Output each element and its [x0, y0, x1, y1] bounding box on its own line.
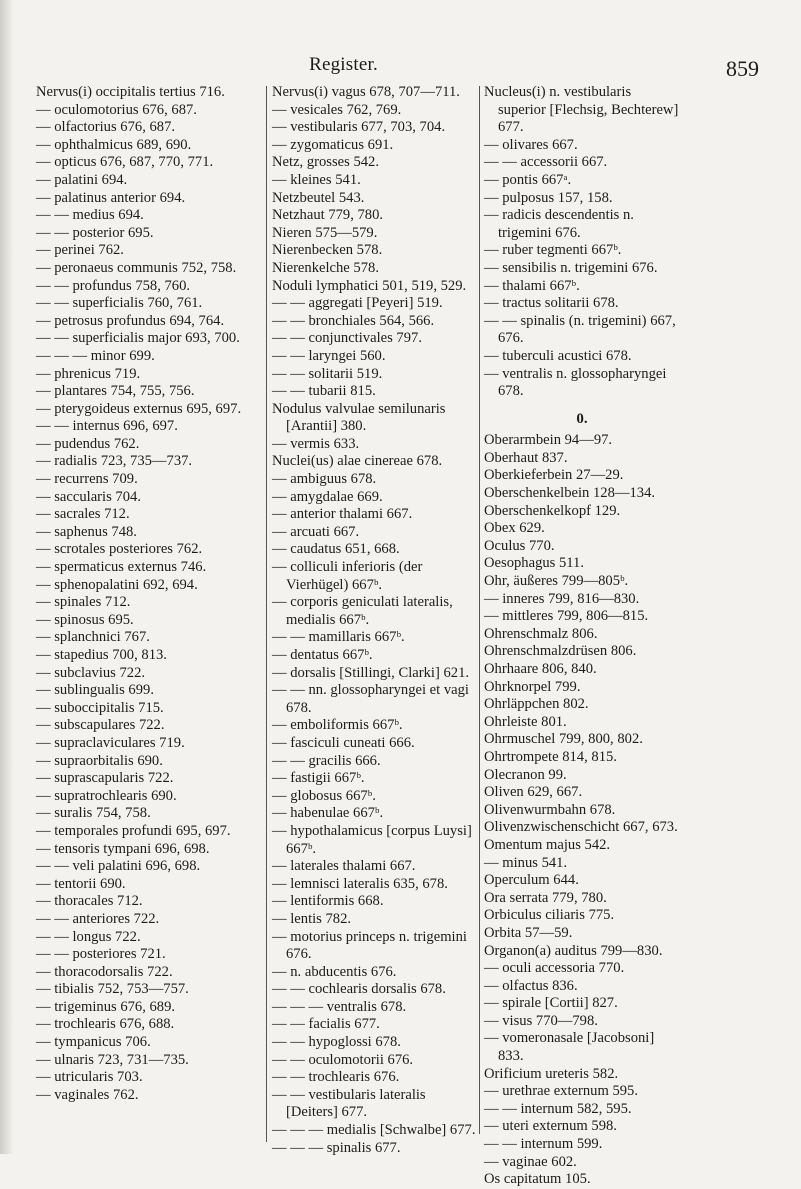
- index-entry: Oberarmbein 94—97.: [484, 432, 613, 449]
- index-entry: — — internus 696, 697.: [36, 418, 178, 435]
- index-entry: — plantares 754, 755, 756.: [36, 383, 195, 400]
- index-entry: — ambiguus 678.: [272, 471, 377, 488]
- index-entry: — — — spinalis 677.: [272, 1139, 401, 1156]
- index-entry: Nervus(i) vagus 678, 707—711.: [272, 84, 460, 100]
- index-entry: — palatini 694.: [36, 171, 128, 188]
- index-entry: — radicis descendentis n. trigemini 676.: [484, 207, 634, 241]
- running-title: Register.: [309, 54, 378, 75]
- index-entry: Organon(a) auditus 799—830.: [484, 942, 663, 959]
- index-entry: — sphenopalatini 692, 694.: [36, 576, 198, 593]
- index-entry: — splanchnici 767.: [36, 629, 150, 646]
- index-column-3: [484, 84, 680, 1189]
- index-entry: — phrenicus 719.: [36, 365, 141, 382]
- index-entry: — dorsalis [Stillingi, Clarki] 621.: [272, 664, 470, 681]
- index-entry: Oliven 629, 667.: [484, 784, 583, 801]
- index-entry: — tympanicus 706.: [36, 1034, 151, 1051]
- index-entry: — — oculomotorii 676.: [272, 1051, 414, 1068]
- index-entry: — suboccipitalis 715.: [36, 699, 164, 716]
- index-entry: — — anteriores 722.: [36, 910, 160, 927]
- index-entry: — fastigii 667ᵇ.: [272, 770, 365, 787]
- index-entry: — pudendus 762.: [36, 435, 140, 452]
- index-entry: Ohrknorpel 799.: [484, 678, 581, 695]
- index-entry: — trochlearis 676, 688.: [36, 1016, 175, 1033]
- index-entry: — oculomotorius 676, 687.: [36, 101, 197, 118]
- index-entry: — n. abducentis 676.: [272, 963, 397, 980]
- index-entry: — mittleres 799, 806—815.: [484, 608, 649, 625]
- index-entry: — lemnisci lateralis 635, 678.: [272, 875, 448, 892]
- index-entry: — recurrens 709.: [36, 471, 138, 488]
- index-entry: — — facialis 677.: [272, 1016, 380, 1033]
- index-entry: — thoracodorsalis 722.: [36, 963, 173, 980]
- index-entry: — sacrales 712.: [36, 506, 130, 523]
- index-entry: Ohrläppchen 802.: [484, 696, 589, 713]
- page-edge-shadow: [0, 0, 14, 1154]
- index-entry: — trigeminus 676, 689.: [36, 998, 176, 1015]
- index-entry: — olivares 667.: [484, 136, 578, 153]
- index-entry: — vestibularis 677, 703, 704.: [272, 119, 446, 136]
- index-entry: — sublingualis 699.: [36, 682, 154, 699]
- index-entry: — petrosus profundus 694, 764.: [36, 312, 225, 329]
- index-entry: — palatinus anterior 694.: [36, 189, 186, 206]
- column-divider: [266, 86, 267, 1142]
- index-entry: — tibialis 752, 753—757.: [36, 981, 189, 998]
- index-entry: — — profundus 758, 760.: [36, 277, 191, 294]
- index-entry: — — superficialis 760, 761.: [36, 295, 203, 312]
- index-entry: — saccularis 704.: [36, 488, 141, 505]
- index-entry: — stapedius 700, 813.: [36, 647, 167, 663]
- index-entry: — emboliformis 667ᵇ.: [272, 717, 403, 734]
- index-entry: — zygomaticus 691.: [272, 136, 394, 153]
- index-entry: Netzbeutel 543.: [272, 189, 365, 206]
- index-entry: — — aggregati [Peyeri] 519.: [272, 295, 443, 312]
- index-entry: Netzhaut 779, 780.: [272, 207, 384, 224]
- index-entry: — opticus 676, 687, 770, 771.: [36, 154, 214, 171]
- index-entry: Nucleus(i) n. vestibularis superior [Flechsig, Bechterew] 677.: [484, 84, 679, 136]
- index-entry: — tentorii 690.: [36, 875, 126, 892]
- index-entry: Orbiculus ciliaris 775.: [484, 907, 615, 924]
- index-entry: — — bronchiales 564, 566.: [272, 312, 435, 329]
- index-entry: — kleines 541.: [272, 171, 361, 188]
- index-entry: — — — minor 699.: [36, 347, 155, 364]
- index-entry: — — gracilis 666.: [272, 752, 381, 769]
- index-entry: — scrotales posteriores 762.: [36, 541, 203, 558]
- index-entry: — vaginales 762.: [36, 1086, 139, 1103]
- index-entry: Ora serrata 779, 780.: [484, 889, 607, 906]
- index-entry: — — vestibularis lateralis [Deiters] 677.: [272, 1086, 426, 1121]
- index-entry: — suralis 754, 758.: [36, 805, 151, 822]
- index-entry: — amygdalae 669.: [272, 488, 383, 505]
- index-entry: Nuclei(us) alae cinereae 678.: [272, 453, 443, 470]
- page-header: [36, 44, 759, 81]
- index-entry: — vermis 633.: [272, 435, 360, 452]
- index-entry: Operculum 644.: [484, 872, 579, 889]
- index-entry: Orbita 57—59.: [484, 924, 573, 941]
- index-entry: — — solitarii 519.: [272, 365, 383, 382]
- index-entry: — thalami 667ᵇ.: [484, 277, 580, 294]
- index-entry: — uteri externum 598.: [484, 1118, 617, 1135]
- index-entry: — oculi accessoria 770.: [484, 960, 625, 977]
- index-entry: — pterygoideus externus 695, 697.: [36, 400, 242, 417]
- index-entry: — utricularis 703.: [36, 1069, 143, 1086]
- index-entry: — caudatus 651, 668.: [272, 541, 400, 558]
- index-entry: Oberkieferbein 27—29.: [484, 467, 624, 484]
- index-column-1: [36, 84, 264, 1104]
- index-entry: Oberhaut 837.: [484, 449, 568, 466]
- index-entry: — — medius 694.: [36, 207, 144, 224]
- index-entry: — peronaeus communis 752, 758.: [36, 259, 237, 276]
- index-entry: — — longus 722.: [36, 928, 141, 945]
- index-entry: — olfactus 836.: [484, 977, 578, 994]
- index-entry: — perinei 762.: [36, 242, 124, 259]
- index-entry: — inneres 799, 816—830.: [484, 590, 640, 607]
- index-entry: — — trochlearis 676.: [272, 1069, 400, 1086]
- index-entry: Nierenbecken 578.: [272, 242, 383, 259]
- index-entry: — ophthalmicus 689, 690.: [36, 136, 192, 153]
- index-entry: — — — ventralis 678.: [272, 998, 407, 1015]
- index-entry: Oculus 770.: [484, 537, 555, 554]
- index-entry: — motorius princeps n. trigemini 676.: [272, 928, 467, 963]
- index-entry: Nodulus valvulae semilunaris [Arantii] 380.: [272, 400, 446, 435]
- index-entry: Ohrhaare 806, 840.: [484, 661, 597, 677]
- index-entry: Ohrleiste 801.: [484, 713, 567, 730]
- index-column-2: [272, 84, 480, 1157]
- index-entry: — supraclaviculares 719.: [36, 734, 185, 751]
- index-entry: — vesicales 762, 769.: [272, 101, 402, 118]
- index-entry: — — conjunctivales 797.: [272, 330, 422, 347]
- index-entry: — spirale [Cortii] 827.: [484, 995, 618, 1012]
- index-entry: — temporales profundi 695, 697.: [36, 822, 231, 839]
- index-entry: — hypothalamicus [corpus Luysi] 667ᵇ.: [272, 822, 472, 857]
- index-entry: — tractus solitarii 678.: [484, 295, 619, 312]
- index-entry: — laterales thalami 667.: [272, 858, 416, 875]
- index-entry: Omentum majus 542.: [484, 836, 611, 853]
- index-entry: — vomeronasale [Jacobsoni] 833.: [484, 1030, 655, 1065]
- index-entry: Ohrtrompete 814, 815.: [484, 748, 617, 765]
- index-entry: — radialis 723, 735—737.: [36, 453, 193, 470]
- index-entry: Nervus(i) occipitalis tertius 716.: [36, 84, 225, 100]
- index-entry: — dentatus 667ᵇ.: [272, 647, 373, 663]
- index-entry: — — superficialis major 693, 700.: [36, 330, 240, 347]
- index-entry: — olfactorius 676, 687.: [36, 119, 176, 136]
- index-entry: — supraorbitalis 690.: [36, 752, 163, 769]
- index-entry: — spinales 712.: [36, 594, 131, 611]
- index-entry: — tensoris tympani 696, 698.: [36, 840, 210, 857]
- index-entry: — lentis 782.: [272, 910, 352, 927]
- index-entry: — thoracales 712.: [36, 893, 143, 910]
- index-entry: Oesophagus 511.: [484, 555, 584, 572]
- index-entry: — — hypoglossi 678.: [272, 1034, 401, 1051]
- index-entry: Noduli lymphatici 501, 519, 529.: [272, 277, 467, 294]
- index-entry: — — cochlearis dorsalis 678.: [272, 981, 446, 998]
- index-entry: — fasciculi cuneati 666.: [272, 734, 415, 751]
- index-entry: — lentiformis 668.: [272, 893, 384, 910]
- index-entry: — colliculi inferioris (der Vierhügel) 667ᵇ.: [272, 559, 423, 593]
- index-entry: — minus 541.: [484, 854, 568, 871]
- index-entry: Nieren 575—579.: [272, 224, 378, 241]
- index-entry: Oberschenkelkopf 129.: [484, 502, 621, 519]
- index-entry: — — veli palatini 696, 698.: [36, 858, 201, 875]
- index-entry: — pontis 667ᵃ.: [484, 171, 572, 188]
- index-entry: — corporis geniculati lateralis, medialis 667ᵇ.: [272, 594, 453, 628]
- index-entry: — pulposus 157, 158.: [484, 189, 613, 206]
- section-letter: 0.: [576, 410, 588, 427]
- index-entry: Ohr, äußeres 799—805ᵇ.: [484, 573, 629, 590]
- index-entry: — ruber tegmenti 667ᵇ.: [484, 242, 622, 259]
- index-entry: — — posteriores 721.: [36, 946, 166, 963]
- index-entry: — — accessorii 667.: [484, 154, 608, 171]
- index-entry: — habenulae 667ᵇ.: [272, 805, 384, 822]
- index-entry: — anterior thalami 667.: [272, 506, 413, 523]
- index-entry: — saphenus 748.: [36, 523, 137, 540]
- index-entry: — spermaticus externus 746.: [36, 559, 207, 576]
- index-entry: — — laryngei 560.: [272, 347, 386, 364]
- index-entry: — subscapulares 722.: [36, 717, 165, 734]
- index-entry: Obex 629.: [484, 520, 545, 537]
- index-entry: Ohrenschmalzdrüsen 806.: [484, 643, 637, 660]
- index-entry: — suprascapularis 722.: [36, 770, 174, 787]
- index-entry: Orificium ureteris 582.: [484, 1065, 619, 1082]
- index-entry: — spinosus 695.: [36, 611, 134, 628]
- index-entry: — visus 770—798.: [484, 1012, 598, 1029]
- index-entry: — supratrochlearis 690.: [36, 787, 177, 804]
- index-entry: Oberschenkelbein 128—134.: [484, 485, 656, 502]
- index-entry: — — internum 599.: [484, 1136, 603, 1153]
- index-entry: — arcuati 667.: [272, 523, 360, 540]
- index-entry: — sensibilis n. trigemini 676.: [484, 259, 658, 276]
- index-entry: — — tubarii 815.: [272, 383, 376, 400]
- index-entry: — — posterior 695.: [36, 224, 154, 241]
- index-entry: — tuberculi acustici 678.: [484, 347, 632, 364]
- index-entry: — vaginae 602.: [484, 1153, 577, 1170]
- index-entry: Nierenkelche 578.: [272, 259, 379, 276]
- index-entry: — ulnaris 723, 731—735.: [36, 1051, 189, 1068]
- page-number: 859: [726, 56, 759, 81]
- index-entry: Olecranon 99.: [484, 766, 567, 783]
- column-divider: [479, 86, 480, 1134]
- index-entry: — — — medialis [Schwalbe] 677.: [272, 1122, 476, 1139]
- index-entry: — — spinalis (n. trigemini) 667, 676.: [484, 312, 676, 347]
- index-entry: — — internum 582, 595.: [484, 1100, 632, 1117]
- index-entry: — — mamillaris 667ᵇ.: [272, 629, 405, 646]
- index-entry: Olivenzwischenschicht 667, 673.: [484, 819, 678, 836]
- index-entry: Olivenwurmbahn 678.: [484, 801, 616, 818]
- index-entry: — subclavius 722.: [36, 664, 146, 681]
- index-entry: — urethrae externum 595.: [484, 1083, 638, 1100]
- index-entry: — ventralis n. glossopharyngei 678.: [484, 365, 667, 400]
- index-entry: Ohrenschmalz 806.: [484, 625, 598, 642]
- index-entry: Netz, grosses 542.: [272, 154, 380, 171]
- index-entry: Os capitatum 105.: [484, 1171, 591, 1188]
- index-entry: — globosus 667ᵇ.: [272, 787, 376, 804]
- index-entry: Ohrmuschel 799, 800, 802.: [484, 731, 643, 748]
- index-entry: — — nn. glossopharyngei et vagi 678.: [272, 682, 469, 716]
